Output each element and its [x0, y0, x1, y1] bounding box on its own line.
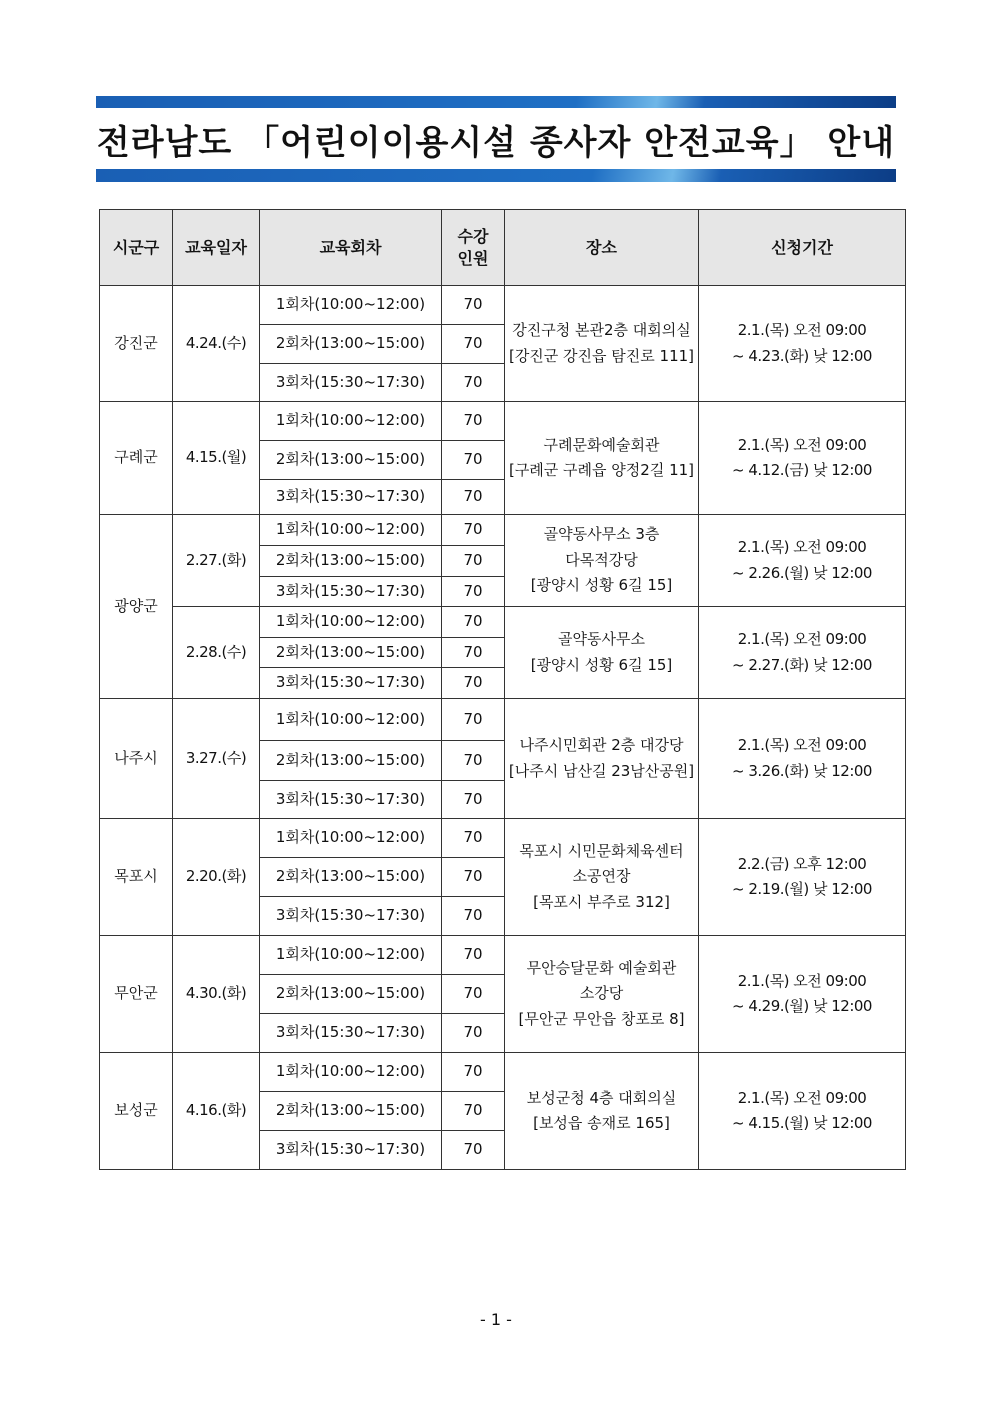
date-cell: 4.15.(월) — [173, 402, 260, 515]
date-cell: 2.27.(화) — [173, 515, 260, 607]
capacity-cell: 70 — [442, 668, 505, 699]
region-cell: 나주시 — [100, 699, 173, 819]
table-row — [100, 936, 906, 975]
header-date: 교육일자 — [173, 210, 260, 286]
capacity-cell: 70 — [442, 402, 505, 441]
capacity-cell: 70 — [442, 936, 505, 975]
apply-period-cell — [699, 819, 906, 936]
header-capacity-line2: 인원 — [457, 248, 489, 268]
page-number: - 1 - — [480, 1310, 512, 1329]
session-cell: 1회차(10:00~12:00) — [260, 819, 442, 858]
table-row — [100, 286, 906, 325]
apply-period-cell — [699, 1053, 906, 1170]
table-body — [100, 286, 906, 1170]
capacity-cell: 70 — [442, 364, 505, 402]
apply-period-cell — [699, 607, 906, 699]
apply-period-cell — [699, 515, 906, 607]
header-venue: 장소 — [505, 210, 699, 286]
capacity-cell: 70 — [442, 1014, 505, 1053]
date-cell: 2.20.(화) — [173, 819, 260, 936]
header-session: 교육회차 — [260, 210, 442, 286]
venue-cell — [505, 1053, 699, 1170]
session-cell: 2회차(13:00~15:00) — [260, 741, 442, 781]
venue-line: [무안군 무안읍 창포로 8] — [518, 1009, 685, 1028]
venue-line: 다목적강당 — [565, 550, 638, 569]
apply-period-line: ~ 4.23.(화) 낮 12:00 — [732, 346, 872, 365]
session-cell: 2회차(13:00~15:00) — [260, 638, 442, 668]
venue-line: 소공연장 — [572, 867, 631, 886]
date-cell: 2.28.(수) — [173, 607, 260, 699]
session-cell: 1회차(10:00~12:00) — [260, 515, 442, 546]
date-cell: 4.30.(화) — [173, 936, 260, 1053]
title-banner-top-bar — [96, 96, 896, 108]
region-cell: 구례군 — [100, 402, 173, 515]
venue-line: 목포시 시민문화체육센터 — [519, 841, 684, 860]
header-region: 시군구 — [100, 210, 173, 286]
region-cell: 목포시 — [100, 819, 173, 936]
capacity-cell: 70 — [442, 699, 505, 741]
apply-period-line: 2.2.(금) 오후 12:00 — [737, 854, 867, 873]
venue-line: 소강당 — [579, 984, 624, 1003]
venue-line: 무안승달문화 예술회관 — [526, 958, 677, 977]
region-cell: 광양군 — [100, 515, 173, 699]
venue-line: [강진군 강진읍 탐진로 111] — [508, 346, 695, 365]
session-cell: 2회차(13:00~15:00) — [260, 546, 442, 577]
venue-line: 보성군청 4층 대회의실 — [526, 1088, 677, 1107]
session-cell: 3회차(15:30~17:30) — [260, 577, 442, 607]
venue-cell — [505, 402, 699, 515]
venue-line: [목포시 부주로 312] — [533, 892, 670, 911]
session-cell: 2회차(13:00~15:00) — [260, 1092, 442, 1131]
venue-cell — [505, 819, 699, 936]
apply-period-line: ~ 2.26.(월) 낮 12:00 — [732, 563, 872, 582]
apply-period-line: ~ 4.12.(금) 낮 12:00 — [732, 461, 872, 479]
session-cell: 1회차(10:00~12:00) — [260, 936, 442, 975]
table-row — [100, 402, 906, 441]
session-cell: 2회차(13:00~15:00) — [260, 858, 442, 897]
apply-period-line: ~ 4.15.(월) 낮 12:00 — [732, 1114, 872, 1132]
capacity-cell: 70 — [442, 1053, 505, 1092]
table-row — [100, 1053, 906, 1092]
title-banner-bottom-bar — [96, 169, 896, 182]
session-cell: 2회차(13:00~15:00) — [260, 325, 442, 364]
session-cell: 3회차(15:30~17:30) — [260, 1014, 442, 1053]
capacity-cell: 70 — [442, 515, 505, 546]
capacity-cell: 70 — [442, 441, 505, 480]
apply-period-line: 2.1.(목) 오전 09:00 — [737, 321, 867, 339]
venue-cell — [505, 936, 699, 1053]
apply-period-line: ~ 2.19.(월) 낮 12:00 — [732, 880, 872, 898]
venue-cell — [505, 515, 699, 607]
apply-period-line: ~ 3.26.(화) 낮 12:00 — [732, 761, 872, 780]
venue-line: 구례문화예술회관 — [543, 435, 660, 454]
venue-line: 강진구청 본관2층 대회의실 — [512, 321, 691, 339]
venue-line: 나주시민회관 2층 대강당 — [519, 736, 684, 754]
capacity-cell: 70 — [442, 819, 505, 858]
apply-period-cell — [699, 402, 906, 515]
venue-line: 골약동사무소 3층 — [543, 525, 660, 544]
session-cell: 1회차(10:00~12:00) — [260, 1053, 442, 1092]
date-cell: 4.16.(화) — [173, 1053, 260, 1170]
session-cell: 3회차(15:30~17:30) — [260, 364, 442, 402]
capacity-cell: 70 — [442, 286, 505, 325]
table-row — [100, 699, 906, 741]
capacity-cell: 70 — [442, 1092, 505, 1131]
session-cell: 1회차(10:00~12:00) — [260, 286, 442, 325]
capacity-cell: 70 — [442, 546, 505, 577]
date-cell: 4.24.(수) — [173, 286, 260, 402]
venue-cell — [505, 286, 699, 402]
capacity-cell: 70 — [442, 781, 505, 819]
apply-period-line: 2.1.(목) 오전 09:00 — [737, 630, 867, 648]
apply-period-cell — [699, 699, 906, 819]
capacity-cell: 70 — [442, 607, 505, 638]
venue-line: [광양시 성황 6길 15] — [530, 655, 673, 674]
table-row — [100, 515, 906, 546]
apply-period-line: 2.1.(목) 오전 09:00 — [737, 971, 867, 990]
capacity-cell: 70 — [442, 577, 505, 607]
apply-period-line: 2.1.(목) 오전 09:00 — [737, 736, 867, 754]
apply-period-line: ~ 4.29.(월) 낮 12:00 — [732, 997, 872, 1015]
capacity-cell: 70 — [442, 975, 505, 1014]
apply-period-line: ~ 2.27.(화) 낮 12:00 — [732, 655, 872, 674]
date-cell: 3.27.(수) — [173, 699, 260, 819]
apply-period-line: 2.1.(목) 오전 09:00 — [737, 538, 867, 556]
capacity-cell: 70 — [442, 741, 505, 781]
session-cell: 3회차(15:30~17:30) — [260, 781, 442, 819]
session-cell: 1회차(10:00~12:00) — [260, 699, 442, 741]
session-cell: 1회차(10:00~12:00) — [260, 607, 442, 638]
region-cell: 강진군 — [100, 286, 173, 402]
table-row — [100, 819, 906, 858]
venue-line: 골약동사무소 — [558, 630, 645, 648]
page-title: 전라남도 「어린이이용시설 종사자 안전교육」 안내 — [96, 122, 896, 163]
venue-line: [광양시 성황 6길 15] — [530, 576, 673, 595]
session-cell: 3회차(15:30~17:30) — [260, 1131, 442, 1170]
capacity-cell: 70 — [442, 1131, 505, 1170]
session-cell: 3회차(15:30~17:30) — [260, 668, 442, 699]
table-row — [100, 607, 906, 638]
apply-period-line: 2.1.(목) 오전 09:00 — [737, 1088, 867, 1107]
header-apply-period: 신청기간 — [699, 210, 906, 286]
venue-line: [나주시 남산길 23남산공원] — [508, 761, 695, 780]
apply-period-cell — [699, 286, 906, 402]
capacity-cell: 70 — [442, 325, 505, 364]
session-cell: 2회차(13:00~15:00) — [260, 441, 442, 480]
region-cell: 보성군 — [100, 1053, 173, 1170]
capacity-cell: 70 — [442, 638, 505, 668]
venue-line: [보성읍 송재로 165] — [533, 1114, 670, 1132]
capacity-cell: 70 — [442, 858, 505, 897]
header-capacity-line1: 수강 — [457, 226, 489, 246]
apply-period-cell — [699, 936, 906, 1053]
session-cell: 1회차(10:00~12:00) — [260, 402, 442, 441]
capacity-cell: 70 — [442, 897, 505, 936]
region-cell: 무안군 — [100, 936, 173, 1053]
venue-cell — [505, 607, 699, 699]
header-capacity — [442, 210, 505, 286]
capacity-cell: 70 — [442, 480, 505, 515]
venue-cell — [505, 699, 699, 819]
venue-line: [구례군 구례읍 양정2길 11] — [508, 461, 695, 479]
education-schedule-table — [99, 209, 906, 1170]
table-header-row — [100, 210, 906, 286]
session-cell: 2회차(13:00~15:00) — [260, 975, 442, 1014]
apply-period-line: 2.1.(목) 오전 09:00 — [737, 435, 867, 454]
session-cell: 3회차(15:30~17:30) — [260, 897, 442, 936]
session-cell: 3회차(15:30~17:30) — [260, 480, 442, 515]
